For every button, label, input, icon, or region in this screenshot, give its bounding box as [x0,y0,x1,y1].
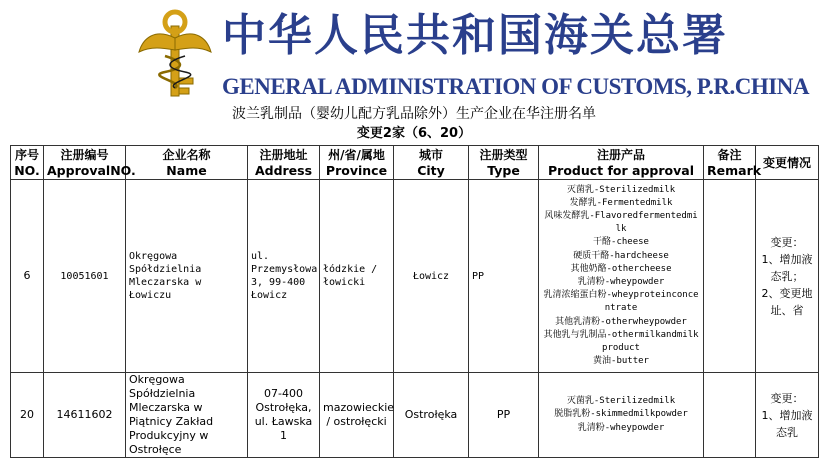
cell-remark [704,180,756,373]
cell-type: PP [469,373,539,458]
cell-changes: 变更： 1、增加液态乳 [756,373,819,458]
cell-approval-no: 14611602 [44,373,126,458]
header-city: 城市 City [394,146,469,180]
cell-changes: 变更： 1、增加液态乳； 2、变更地址、省 [756,180,819,373]
registration-table [10,145,819,458]
agency-name-cn: 中华人民共和国海关总署 [222,10,728,61]
cell-province: mazowieckie / ostrołęcki [320,373,394,458]
header-changes: 变更情况 [756,146,819,180]
cell-address: 07-400 Ostrołęka, ul. Ławska 1 [248,373,320,458]
header-name: 企业名称 Name [126,146,248,180]
document-title: 波兰乳制品（婴幼儿配方乳品除外）生产企业在华注册名单 [232,106,596,122]
cell-city: Ostrołęka [394,373,469,458]
product-item: 发酵乳-Fermentedmilk [569,197,673,208]
product-item: 乳清浓缩蛋白粉-wheyproteinconcentrate [543,290,699,314]
header-type: 注册类型 Type [469,146,539,180]
table-row [11,373,819,458]
table-header-row [11,146,819,180]
cell-products [539,373,704,458]
page-header [0,0,828,110]
cell-name: Okręgowa Spółdzielnia Mleczarska w Łowiczu [126,180,248,373]
product-item: 脱脂乳粉-skimmedmilkpowder [554,409,688,420]
cell-province: łódzkie / łowicki [320,180,394,373]
product-item: 其他乳清粉-otherwheypowder [555,316,687,327]
product-item: 其他奶酪-othercheese [570,263,672,274]
header-remark: 备注 Remark [704,146,756,180]
cell-remark [704,373,756,458]
customs-emblem-logo [135,8,215,104]
header-address: 注册地址 Address [248,146,320,180]
cell-no: 20 [11,373,44,458]
product-item: 乳清粉-wheypowder [577,277,665,287]
cell-no: 6 [11,180,44,373]
product-item: 乳清粉-wheypowder [577,422,665,433]
product-item: 硬质干酪-hardcheese [573,250,669,261]
cell-city: Łowicz [394,180,469,373]
product-item: 干酪-cheese [593,237,649,248]
product-item: 灭菌乳-Sterilizedmilk [566,396,676,407]
product-item: 黄油-butter [593,356,649,367]
cell-name: Okręgowa Spółdzielnia Mleczarska w Piątnicy Zakład Produkcyjny w Ostrołęce [126,373,248,458]
change-summary: 变更2家（6、20） [356,126,472,141]
product-item: 灭菌乳-Sterilizedmilk [566,184,676,195]
product-item: 风味发酵乳-Flavoredfermentedmilk [544,210,698,235]
header-no: 序号 NO. [11,146,44,180]
cell-type: PP [469,180,539,373]
product-item: 其他乳与乳制品-othermilkandmilkproduct [543,329,699,354]
header-products: 注册产品 Product for approval [539,146,704,180]
agency-name-en: GENERAL ADMINISTRATION OF CUSTOMS, P.R.CHINA [222,74,809,99]
table-row [11,180,819,373]
cell-address: ul. Przemysłowa 3, 99-400 Łowicz [248,180,320,373]
cell-products [539,180,704,373]
cell-approval-no: 10051601 [44,180,126,373]
header-province: 州/省/属地 Province [320,146,394,180]
header-approval-no: 注册编号 ApprovalNO. [44,146,126,180]
